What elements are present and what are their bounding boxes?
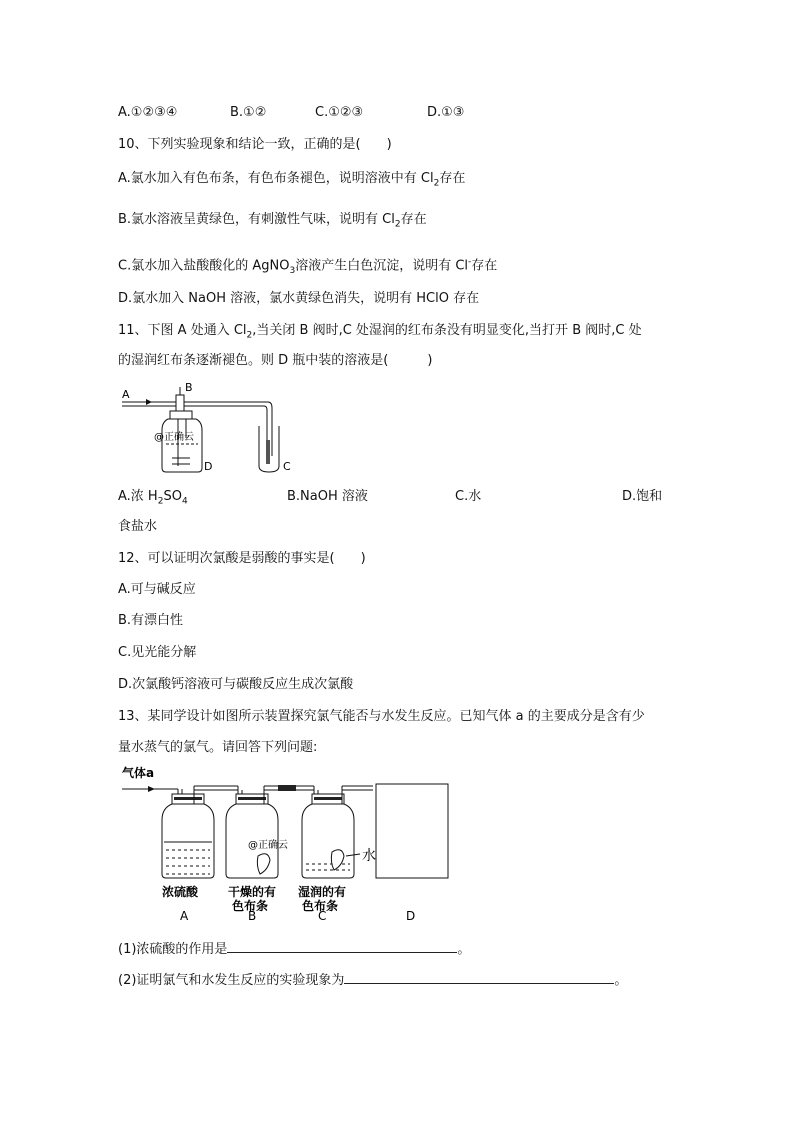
q11-label-c: C — [283, 460, 291, 473]
q10-option-a: A.氯水加入有色布条，有色布条褪色，说明溶液中有 $Cl_2$存在 — [118, 171, 466, 189]
q9-option-b: B.①② — [230, 105, 267, 120]
q11-option-a: A.浓 $H_2SO_4$ — [118, 489, 188, 507]
q13-bottle-c-name-2: 色布条 — [302, 899, 339, 913]
q11-stem-line2: 的湿润红布条逐渐褪色。则 D 瓶中装的溶液是( ) — [118, 353, 433, 368]
q10-option-c: C.氯水加入盐酸酸化的 AgNO$_3$溶液产生白色沉淀，说明有 Cl-存在 — [118, 257, 498, 276]
q13-apparatus-figure — [118, 764, 458, 924]
q13-bottle-a-name: 浓硫酸 — [162, 885, 199, 899]
q11-label-b: B — [185, 381, 193, 394]
q13-answer-blank-2[interactable] — [344, 969, 614, 984]
q11-option-d-continued: 食盐水 — [118, 519, 158, 534]
q11-option-d: D.饱和 — [622, 489, 663, 504]
q9-option-a: A.①②③④ — [118, 105, 178, 120]
q13-label-b: B — [248, 909, 257, 923]
q13-bottle-b-name-1: 干燥的有 — [228, 885, 277, 899]
q13-bottle-b-name-2: 色布条 — [232, 899, 269, 913]
q12-option-d: D.次氯酸钙溶液可与碳酸反应生成次氯酸 — [118, 677, 354, 692]
q11-apparatus-figure — [118, 378, 291, 476]
q9-option-d: D.①③ — [427, 105, 465, 120]
q13-stem-line2: 量水蒸气的氯气。请回答下列问题: — [118, 740, 318, 755]
q11-watermark: @正确云 — [154, 432, 194, 443]
q11-label-a: A — [122, 388, 130, 401]
q13-stem-line1: 13、某同学设计如图所示装置探究氯气能否与水发生反应。已知气体 a 的主要成分是含有少 — [118, 709, 645, 724]
q12-option-b: B.有漂白性 — [118, 613, 184, 628]
q13-bottle-c-name-1: 湿润的有 — [298, 885, 347, 899]
q13-label-a: A — [180, 909, 189, 923]
q13-label-d: D — [406, 909, 416, 923]
q13-label-water: 水 — [362, 848, 376, 864]
q12-option-c: C.见光能分解 — [118, 645, 197, 660]
q10-option-b: B.氯水溶液呈黄绿色，有刺激性气味，说明有 $Cl_2$存在 — [118, 212, 427, 230]
q11-label-d: D — [204, 460, 213, 473]
q9-option-c: C.①②③ — [315, 105, 364, 120]
q10-option-d: D.氯水加入 NaOH 溶液，氯水黄绿色消失，说明有 HClO 存在 — [118, 291, 480, 306]
q13-subquestion-2: (2)证明氯气和水发生反应的实验现象为 。 — [118, 969, 627, 990]
q11-option-c: C.水 — [455, 489, 482, 504]
q10-stem: 10、下列实验现象和结论一致，正确的是( ) — [118, 137, 392, 152]
q11-stem-line1: 11、下图 A 处通入 $Cl_2$,当关闭 B 阀时,C 处湿润的红布条没有明显变化,当打开 B 阀时,C 处 — [118, 323, 642, 341]
q13-watermark: @正确云 — [248, 840, 288, 851]
q13-label-c: C — [318, 909, 327, 923]
q11-option-b: B.NaOH 溶液 — [287, 489, 368, 504]
q13-label-gas: 气体a — [122, 766, 155, 780]
q13-subquestion-1: (1)浓硫酸的作用是 。 — [118, 938, 470, 959]
q12-stem: 12、可以证明次氯酸是弱酸的事实是( ) — [118, 551, 366, 566]
q13-answer-blank-1[interactable] — [227, 938, 457, 953]
q12-option-a: A.可与碱反应 — [118, 582, 196, 597]
